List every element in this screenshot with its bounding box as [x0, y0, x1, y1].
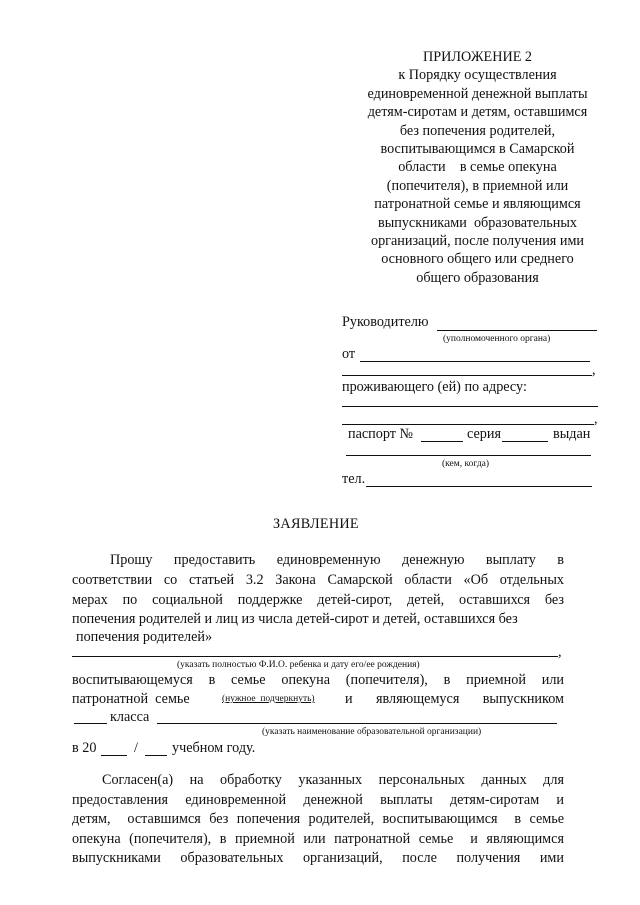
- annex-line: основного общего или среднего: [381, 251, 574, 268]
- comma: ,: [594, 411, 598, 427]
- annex-line: без попечения родителей,: [399, 122, 556, 139]
- from-name-field[interactable]: [360, 361, 590, 362]
- request-line-3: мерах по социальной поддержке детей-сирот, детей, оставшихся без: [72, 592, 564, 608]
- class-number-field[interactable]: [74, 723, 107, 724]
- annex-line: патронатной семье и являющимся: [374, 196, 581, 213]
- annex-line: детям-сиротам и детям, оставшимся: [367, 104, 588, 121]
- year-prefix: в 20: [72, 740, 97, 756]
- consent-line-2: предоставления единовременной денежной выплаты детям-сиротам и: [72, 792, 564, 808]
- annex-line: организаций, после получения ими: [370, 233, 585, 250]
- annex-line: (попечителя), в приемной или: [386, 177, 569, 194]
- comma: ,: [592, 362, 596, 378]
- address-field[interactable]: [342, 406, 598, 407]
- request-line-2: соответствии со статьей 3.2 Закона Самарской области «Об отдельных: [72, 572, 564, 588]
- request-line-1: Прошу предоставить единовременную денежную выплату в: [110, 552, 564, 568]
- annex-block: [345, 48, 610, 287]
- consent-line-5: выпускниками образовательных организаций, после получения ими: [72, 850, 564, 866]
- issued-label: выдан: [553, 426, 591, 442]
- org-field[interactable]: [157, 723, 557, 724]
- year-start-field[interactable]: [101, 755, 127, 756]
- annex-line: выпускниками образовательных: [378, 214, 577, 231]
- passport-series-field[interactable]: [502, 441, 548, 442]
- issued-hint: (кем, когда): [442, 459, 490, 469]
- consent-line-4: опекуна (попечителя), в приемной или патронатной семье и являющимся: [72, 831, 564, 847]
- issued-by-field[interactable]: [346, 455, 591, 456]
- request-line-5: попечения родителей»: [76, 629, 213, 645]
- child-name-field[interactable]: [72, 656, 558, 657]
- child-hint: (указать полностью Ф.И.О. ребенка и дату его/ее рождения): [177, 660, 420, 670]
- phone-field[interactable]: [366, 486, 592, 487]
- consent-line-3: детям, оставшимся без попечения родителей, воспитывающимся в семье: [72, 811, 564, 827]
- to-label: Руководителю: [342, 314, 429, 330]
- passport-label: паспорт №: [348, 426, 414, 442]
- family-line-b: и являющемуся выпускником: [345, 691, 564, 707]
- family-line-a: патронатной семье: [72, 691, 190, 707]
- underline-hint: (нужное подчеркнуть): [222, 694, 315, 704]
- class-label: класса: [110, 709, 150, 725]
- from-name-field-2[interactable]: [342, 375, 592, 376]
- authority-field[interactable]: [437, 330, 597, 331]
- passport-number-field[interactable]: [421, 441, 463, 442]
- authority-hint: (уполномоченного органа): [443, 334, 551, 344]
- annex-title: ПРИЛОЖЕНИЕ 2: [422, 49, 533, 65]
- annex-line: единовременной денежной выплаты: [367, 85, 588, 102]
- request-line-4: попечения родителей и лиц из числа детей-сирот и детей, оставшихся без: [72, 611, 518, 627]
- year-end-field[interactable]: [145, 755, 167, 756]
- annex-line: воспитывающимся в Самарской: [380, 141, 575, 158]
- org-hint: (указать наименование образовательной организации): [262, 727, 482, 737]
- annex-line: области в семье опекуна: [398, 159, 557, 176]
- statement-title: ЗАЯВЛЕНИЕ: [273, 516, 359, 532]
- annex-line: общего образования: [416, 269, 539, 286]
- year-slash: /: [134, 740, 138, 756]
- raised-line: воспитывающемуся в семье опекуна (попечителя), в приемной или: [72, 672, 564, 688]
- year-suffix: учебном году.: [172, 740, 256, 756]
- address-label: проживающего (ей) по адресу:: [342, 379, 527, 395]
- comma: ,: [558, 644, 562, 660]
- annex-line: к Порядку осуществления: [398, 67, 557, 84]
- phone-label: тел.: [342, 471, 366, 487]
- consent-line-1: Согласен(а) на обработку указанных персональных данных для: [102, 772, 564, 788]
- series-label: серия: [467, 426, 501, 442]
- address-field-2[interactable]: [342, 424, 594, 425]
- from-label: от: [342, 346, 356, 362]
